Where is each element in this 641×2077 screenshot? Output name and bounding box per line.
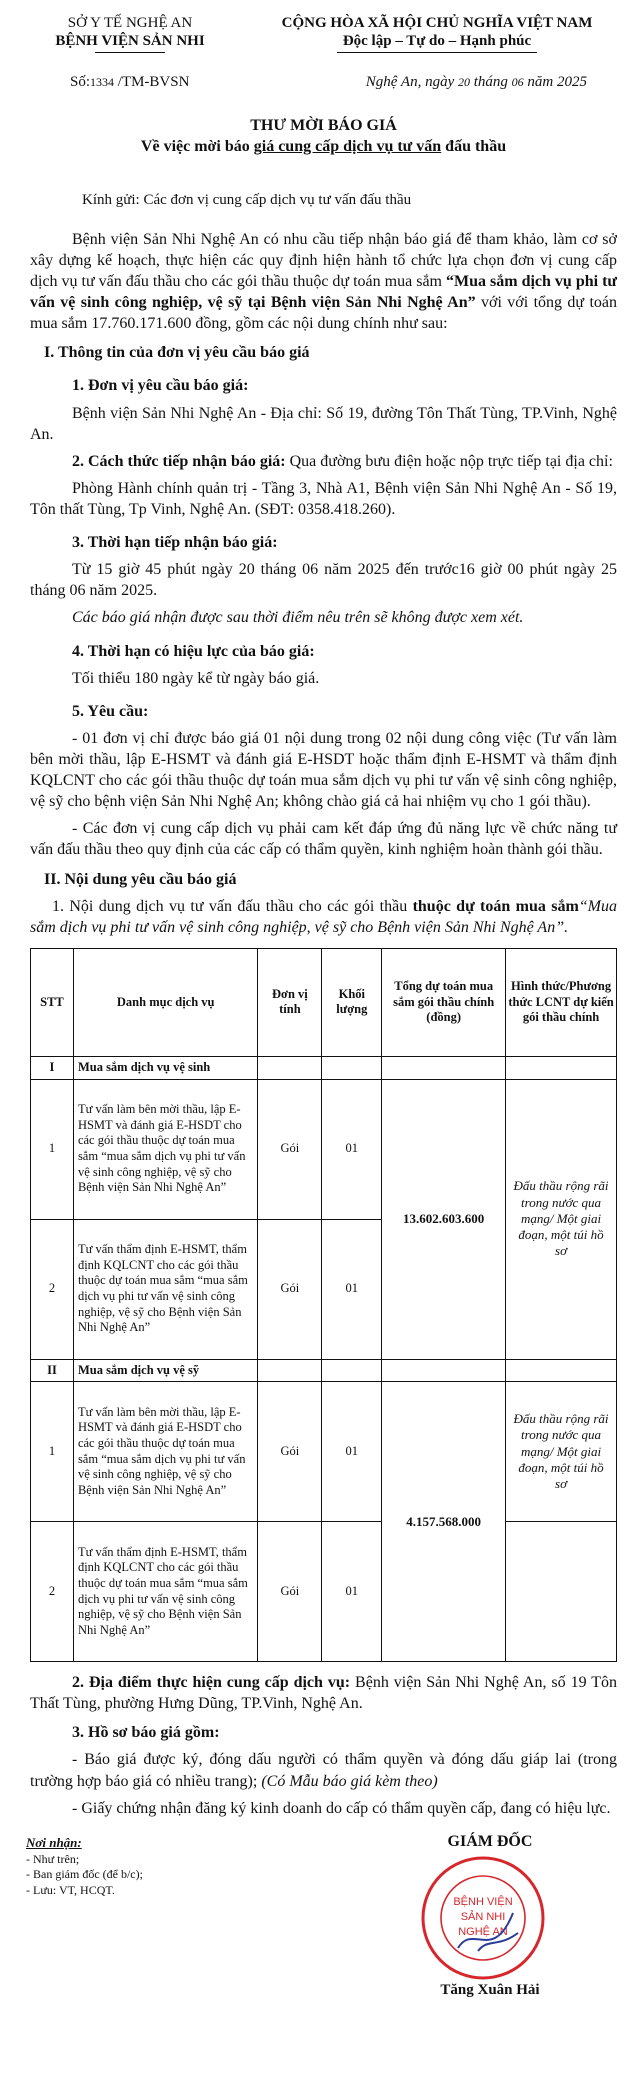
signature-block [390,1831,590,1998]
intro-paragraph: Bệnh viện Sản Nhi Nghệ An có nhu cầu tiếp nhận báo giá để tham khảo, làm cơ sở xây dựng kế hoạch, thực hiện các quy định hiện hành tổ chức lựa chọn đơn vị cung cấp dịch vụ tư vấn đấu thầu cho các gói thầu thuộc dự toán mua sắm “Mua sắm dịch vụ phi tư vấn vệ sinh công nghiệp, vệ sỹ tại Bệnh viện Sản Nhi Nghệ An” với với tổng dự toán mua sắm 17.760.171.600 đồng, gồm các nội dung chính như sau: [30,230,618,333]
row-description: Tư vấn thẩm định E-HSMT, thẩm định KQLCNT cho các gói thầu thuộc dự toán mua sắm “mua sắm dịch vụ phi tư vấn vệ sinh công nghiệp, vệ sỹ cho Bệnh viện Sản Nhi Nghệ An” [73,1219,258,1359]
group-roman: II [31,1359,74,1382]
ministry-name: SỞ Y TẾ NGHỆ AN [67,15,193,31]
group-method: Đấu thầu rộng rãi trong nước qua mạng/ Một giai đoạn, một túi hồ sơ [506,1382,617,1522]
item-3-note: Các báo giá nhận được sau thời điểm nêu trên sẽ không được xem xét. [72,609,524,627]
row-description: Tư vấn thẩm định E-HSMT, thẩm định KQLCNT cho các gói thầu thuộc dự toán mua sắm “mua sắm dịch vụ phi tư vấn vệ sinh công nghiệp, vệ sỹ cho Bệnh viện Sản Nhi Nghệ An” [73,1522,258,1662]
item-3-text: Từ 15 giờ 45 phút ngày 20 tháng 06 năm 2025 đến trước16 giờ 00 phút ngày 25 tháng 06 năm 2025. [30,561,617,600]
group-roman: I [31,1056,74,1079]
header-unit: Đơn vị tính [258,948,322,1056]
national-heading [257,14,617,53]
item-1-text: Bệnh viện Sản Nhi Nghệ An - Địa chỉ: Số 19, đường Tôn Thất Tùng, TP.Vinh, Nghệ An. [30,404,617,443]
header-stt: STT [31,948,74,1056]
row-stt: 1 [31,1079,74,1219]
requirement-1: - 01 đơn vị chỉ được báo giá 01 nội dung trong 02 nội dung công việc (Tư vấn làm bên mời thầu, lập E-HSMT và đánh giá E-HSDT hoặc thẩm định E-HSMT và thẩm định KQLCNT cho các gói thầu thuộc dự toán mua sắm dịch vụ phi tư vấn vệ sinh công nghiệp, vệ sỹ cho bệnh viện Sản Nhi Nghệ An; không chào giá cả hai nhiệm vụ cho 1 gói thầu). [30,729,617,811]
recipient-item: - Lưu: VT, HCQT. [26,1882,115,1897]
row-qty: 01 [322,1219,382,1359]
document-footer [26,1831,617,2021]
content-2-text: 2. Địa điểm thực hiện cung cấp dịch vụ: Bệnh viện Sản Nhi Nghệ An, số 19 Tôn Thất Tùng, phường Hưng Dũng, TP.Vinh, Nghệ An. [30,1674,618,1713]
row-qty: 01 [322,1522,382,1662]
header-item: Danh mục dịch vụ [73,948,258,1056]
group-row-cleaning [31,1056,617,1079]
item-3-heading: 3. Thời hạn tiếp nhận báo giá: [72,534,278,552]
table-row [31,1522,617,1662]
row-stt: 2 [31,1219,74,1359]
group-name: Mua sắm dịch vụ vệ sinh [73,1056,258,1079]
group-total: 4.157.568.000 [382,1382,506,1662]
row-unit: Gói [258,1522,322,1662]
table-row [31,1382,617,1522]
quotation-table [30,948,617,1662]
signer-name: Tăng Xuân Hải [440,1981,540,1998]
item-5-heading: 5. Yêu cầu: [72,702,149,720]
official-seal-icon [418,1853,548,1983]
signer-role: GIÁM ĐỐC [447,1832,533,1850]
section-1-heading: I. Thông tin của đơn vị yêu cầu báo giá [44,344,310,362]
reference-number: Số:1334 /TM-BVSN [70,74,190,90]
hospital-name: BỆNH VIỆN SẢN NHI [55,33,205,49]
header-rule-right [337,52,537,53]
row-description: Tư vấn làm bên mời thầu, lập E-HSMT và đánh giá E-HSDT cho các gói thầu thuộc dự toán mua sắm “mua sắm dịch vụ phi tư vấn vệ sinh công nghiệp, vệ sỹ cho Bệnh viện Sản Nhi Nghệ An” [73,1382,258,1522]
item-4-text: Tối thiểu 180 ngày kể từ ngày báo giá. [72,669,320,687]
group-name: Mua sắm dịch vụ vệ sỹ [73,1359,258,1382]
national-motto: Độc lập – Tự do – Hạnh phúc [342,33,532,49]
row-unit: Gói [258,1382,322,1522]
row-qty: 01 [322,1079,382,1219]
dossier-item-2: - Giấy chứng nhận đăng ký kinh doanh do cấp có thẩm quyền cấp, đang có hiệu lực. [72,1799,611,1817]
group-total: 13.602.603.600 [382,1079,506,1359]
header-total: Tổng dự toán mua sắm gói thầu chính (đồng) [382,948,506,1056]
group-method: Đấu thầu rộng rãi trong nước qua mạng/ Một giai đoạn, một túi hồ sơ [506,1079,617,1359]
header-method: Hình thức/Phương thức LCNT dự kiến gói thầu chính [506,948,617,1056]
item-2-address: Phòng Hành chính quản trị - Tầng 3, Nhà A1, Bệnh viện Sản Nhi Nghệ An - Số 19, Tôn thất Tùng, Tp Vinh, Nghệ An. (SĐT: 0358.418.260). [30,479,617,519]
nation-name: CỘNG HÒA XÃ HỘI CHỦ NGHĨA VIỆT NAM [281,15,593,31]
seal-line-3: NGHỆ AN [458,1925,508,1938]
requirement-2: - Các đơn vị cung cấp dịch vụ phải cam kết đáp ứng đủ năng lực về chức năng tư vấn đấu thầu theo quy định của các cấp có thẩm quyền, kinh nghiệm hoàn thành gói thầu. [30,820,617,859]
content-1-text: 1. Nội dung dịch vụ tư vấn đấu thầu cho các gói thầu thuộc dự toán mua sắm“Mua sắm dịch vụ phi tư vấn vệ sinh công nghiệp, vệ sỹ cho Bệnh viện Sản Nhi Nghệ An”. [30,897,618,936]
row-stt: 2 [31,1522,74,1662]
table-row [31,1079,617,1219]
reference-line [30,73,617,93]
content-3-heading: 3. Hồ sơ báo giá gồm: [72,1724,220,1742]
row-unit: Gói [258,1219,322,1359]
group-row-security [31,1359,617,1382]
header-qty: Khối lượng [322,948,382,1056]
item-1-heading: 1. Đơn vị yêu cầu báo giá: [72,377,249,395]
recipient-item: - Như trên; [26,1851,80,1866]
document-header [30,14,617,53]
document-title: THƯ MỜI BÁO GIÁ [250,116,397,134]
seal-line-2: SẢN NHI [460,1910,506,1923]
recipient-item: - Ban giám đốc (để b/c); [26,1867,143,1882]
dossier-item-1: - Báo giá được ký, đóng dấu người có thẩm quyền và đóng dấu giáp lai (trong trường hợp báo giá có nhiều trang); (Có Mẫu báo giá kèm theo) [30,1751,617,1790]
section-2-heading: II. Nội dung yêu cầu báo giá [44,870,237,888]
recipients-label: Nơi nhận: [26,1834,82,1850]
addressee: Kính gửi: Các đơn vị cung cấp dịch vụ tư vấn đấu thầu [82,192,412,209]
row-unit: Gói [258,1079,322,1219]
table-header-row [31,948,617,1056]
seal-line-1: BỆNH VIỆN [453,1895,513,1908]
row-stt: 1 [31,1382,74,1522]
document-subtitle: Về việc mời báo giá cung cấp dịch vụ tư vấn đấu thầu [140,137,507,155]
recipients [26,1835,143,1899]
row-qty: 01 [322,1382,382,1522]
header-rule-left [95,52,165,53]
item-2-text: 2. Cách thức tiếp nhận báo giá: Qua đường bưu điện hoặc nộp trực tiếp tại địa chỉ: [72,452,613,470]
issuing-authority [30,14,230,53]
row-description: Tư vấn làm bên mời thầu, lập E-HSMT và đánh giá E-HSDT cho các gói thầu thuộc dự toán mua sắm “mua sắm dịch vụ phi tư vấn vệ sinh công nghiệp, vệ sỹ cho Bệnh viện Sản Nhi Nghệ An” [73,1079,258,1219]
item-4-heading: 4. Thời hạn có hiệu lực của báo giá: [72,642,315,660]
place-date: Nghệ An, ngày 20 tháng 06 năm 2025 [365,74,587,90]
